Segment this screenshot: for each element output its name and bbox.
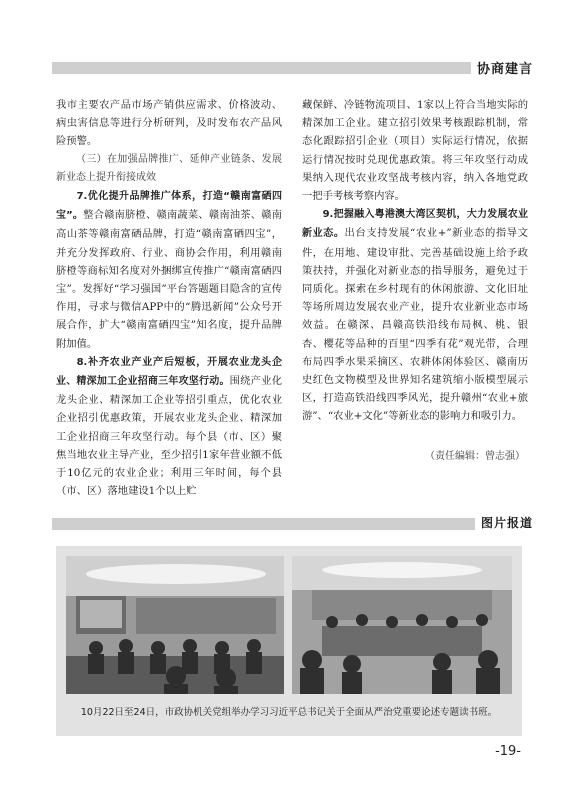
meeting-photo-left <box>66 556 284 694</box>
photo-caption: 10月22日至24日，市政协机关党组举办学习习近平总书记关于全面从严治党重要论述专题读书班。 <box>80 707 498 718</box>
header-bar <box>52 62 524 74</box>
paragraph-9 <box>302 205 528 425</box>
editor-credit: （责任编辑：曾志强） <box>425 451 525 462</box>
paragraph-continued: 藏保鲜、冷链物流项目、1家以上符合当地实际的精深加工企业。建立招引效果考核跟踪机制，常态化跟踪招引企业（项目）实际运行情况，依据运行情况按时兑现优惠政策。将三年攻坚行动成果纳入现代农业攻坚战考核内容，纳入各地党政一把手考核考察内容。 <box>302 99 528 203</box>
meeting-photo-right-image <box>292 556 512 694</box>
left-column <box>56 96 282 500</box>
paragraph-9-body: 出台支持发展“农业+”新业态的指导文件，在用地、建设审批、完善基础设施上给予政策扶持，并强化对新业态的指导服务，避免过于同质化。探索在乡村现有的休闲旅游、文化旧址等场所周边发展农业产业，提升农业新业态市场效益。在赣深、昌赣高铁沿线布局枫、桃、银杏、樱花等品种的百里“四季有花”观光带，合理布局四季水果采摘区、农耕体闲体验区、赣南历史红色文物模型及世界知名建筑缩小版模型展示区，打造高铁沿线四季风光，提升赣州“农业+旅游”、“农业+文化”等新业态的影响力和吸引力。 <box>302 227 529 423</box>
section-heading: （三）在加强品牌推广、延伸产业链条、发展新业态上提升衔接成效 <box>56 153 282 183</box>
photo-section-title: 图片报道 <box>475 514 533 531</box>
paragraph-8-body: 围绕产业化龙头企业、精深加工企业等招引重点，优化农业企业招引优惠政策，开展农业龙头企业、精深加工企业招商三年攻坚行动。每个县（市、区）聚焦当地农业主导产业，至少招引1家年营业额不低于10亿元的农业企业；利用三年时间，每个县（市、区）落地建设1个以上贮 <box>56 375 283 498</box>
section-title: 协商建言 <box>471 58 533 77</box>
paragraph-8-lead: 8.补齐农业产业产后短板，开展农业龙头企业、精深加工企业招商三年攻坚行动。 <box>56 356 282 388</box>
paragraph-7-lead: 7.优化提升品牌推广体系，打造“赣南富硒四宝”。 <box>56 191 282 222</box>
page-number: -19- <box>495 744 521 759</box>
right-column <box>302 96 528 426</box>
paragraph-7-body: 整合赣南脐橙、赣南蔬菜、赣南油茶、赣南高山茶等赣南富硒品牌，打造“赣南富硒四宝”，并充分发挥政府、行业、商协会作用，利用赣南脐橙等商标知名度对外捆绑宣传推广“赣南富硒四宝”。发挥好“学习强国”平台答题题目隐含的宣传作用，寻求与微信APP中的“腾迅新闻”公众号开展合作，扩大“赣南富硒四宝”知名度，提升品牌附加值。 <box>56 209 283 350</box>
paragraph: 我市主要农产品市场产销供应需求、价格波动、病虫害信息等进行分析研判，及时发布农产品风险预警。 <box>56 99 282 148</box>
meeting-photo-left-image <box>66 556 284 694</box>
paragraph-7 <box>56 187 282 353</box>
photo-report-box <box>56 546 522 736</box>
paragraph-9-lead: 9.把握融入粤港澳大湾区契机，大力发展农业新业态。 <box>302 209 528 240</box>
photo-section-bar <box>52 518 524 530</box>
paragraph-8 <box>56 353 282 501</box>
meeting-photo-right <box>292 556 512 694</box>
